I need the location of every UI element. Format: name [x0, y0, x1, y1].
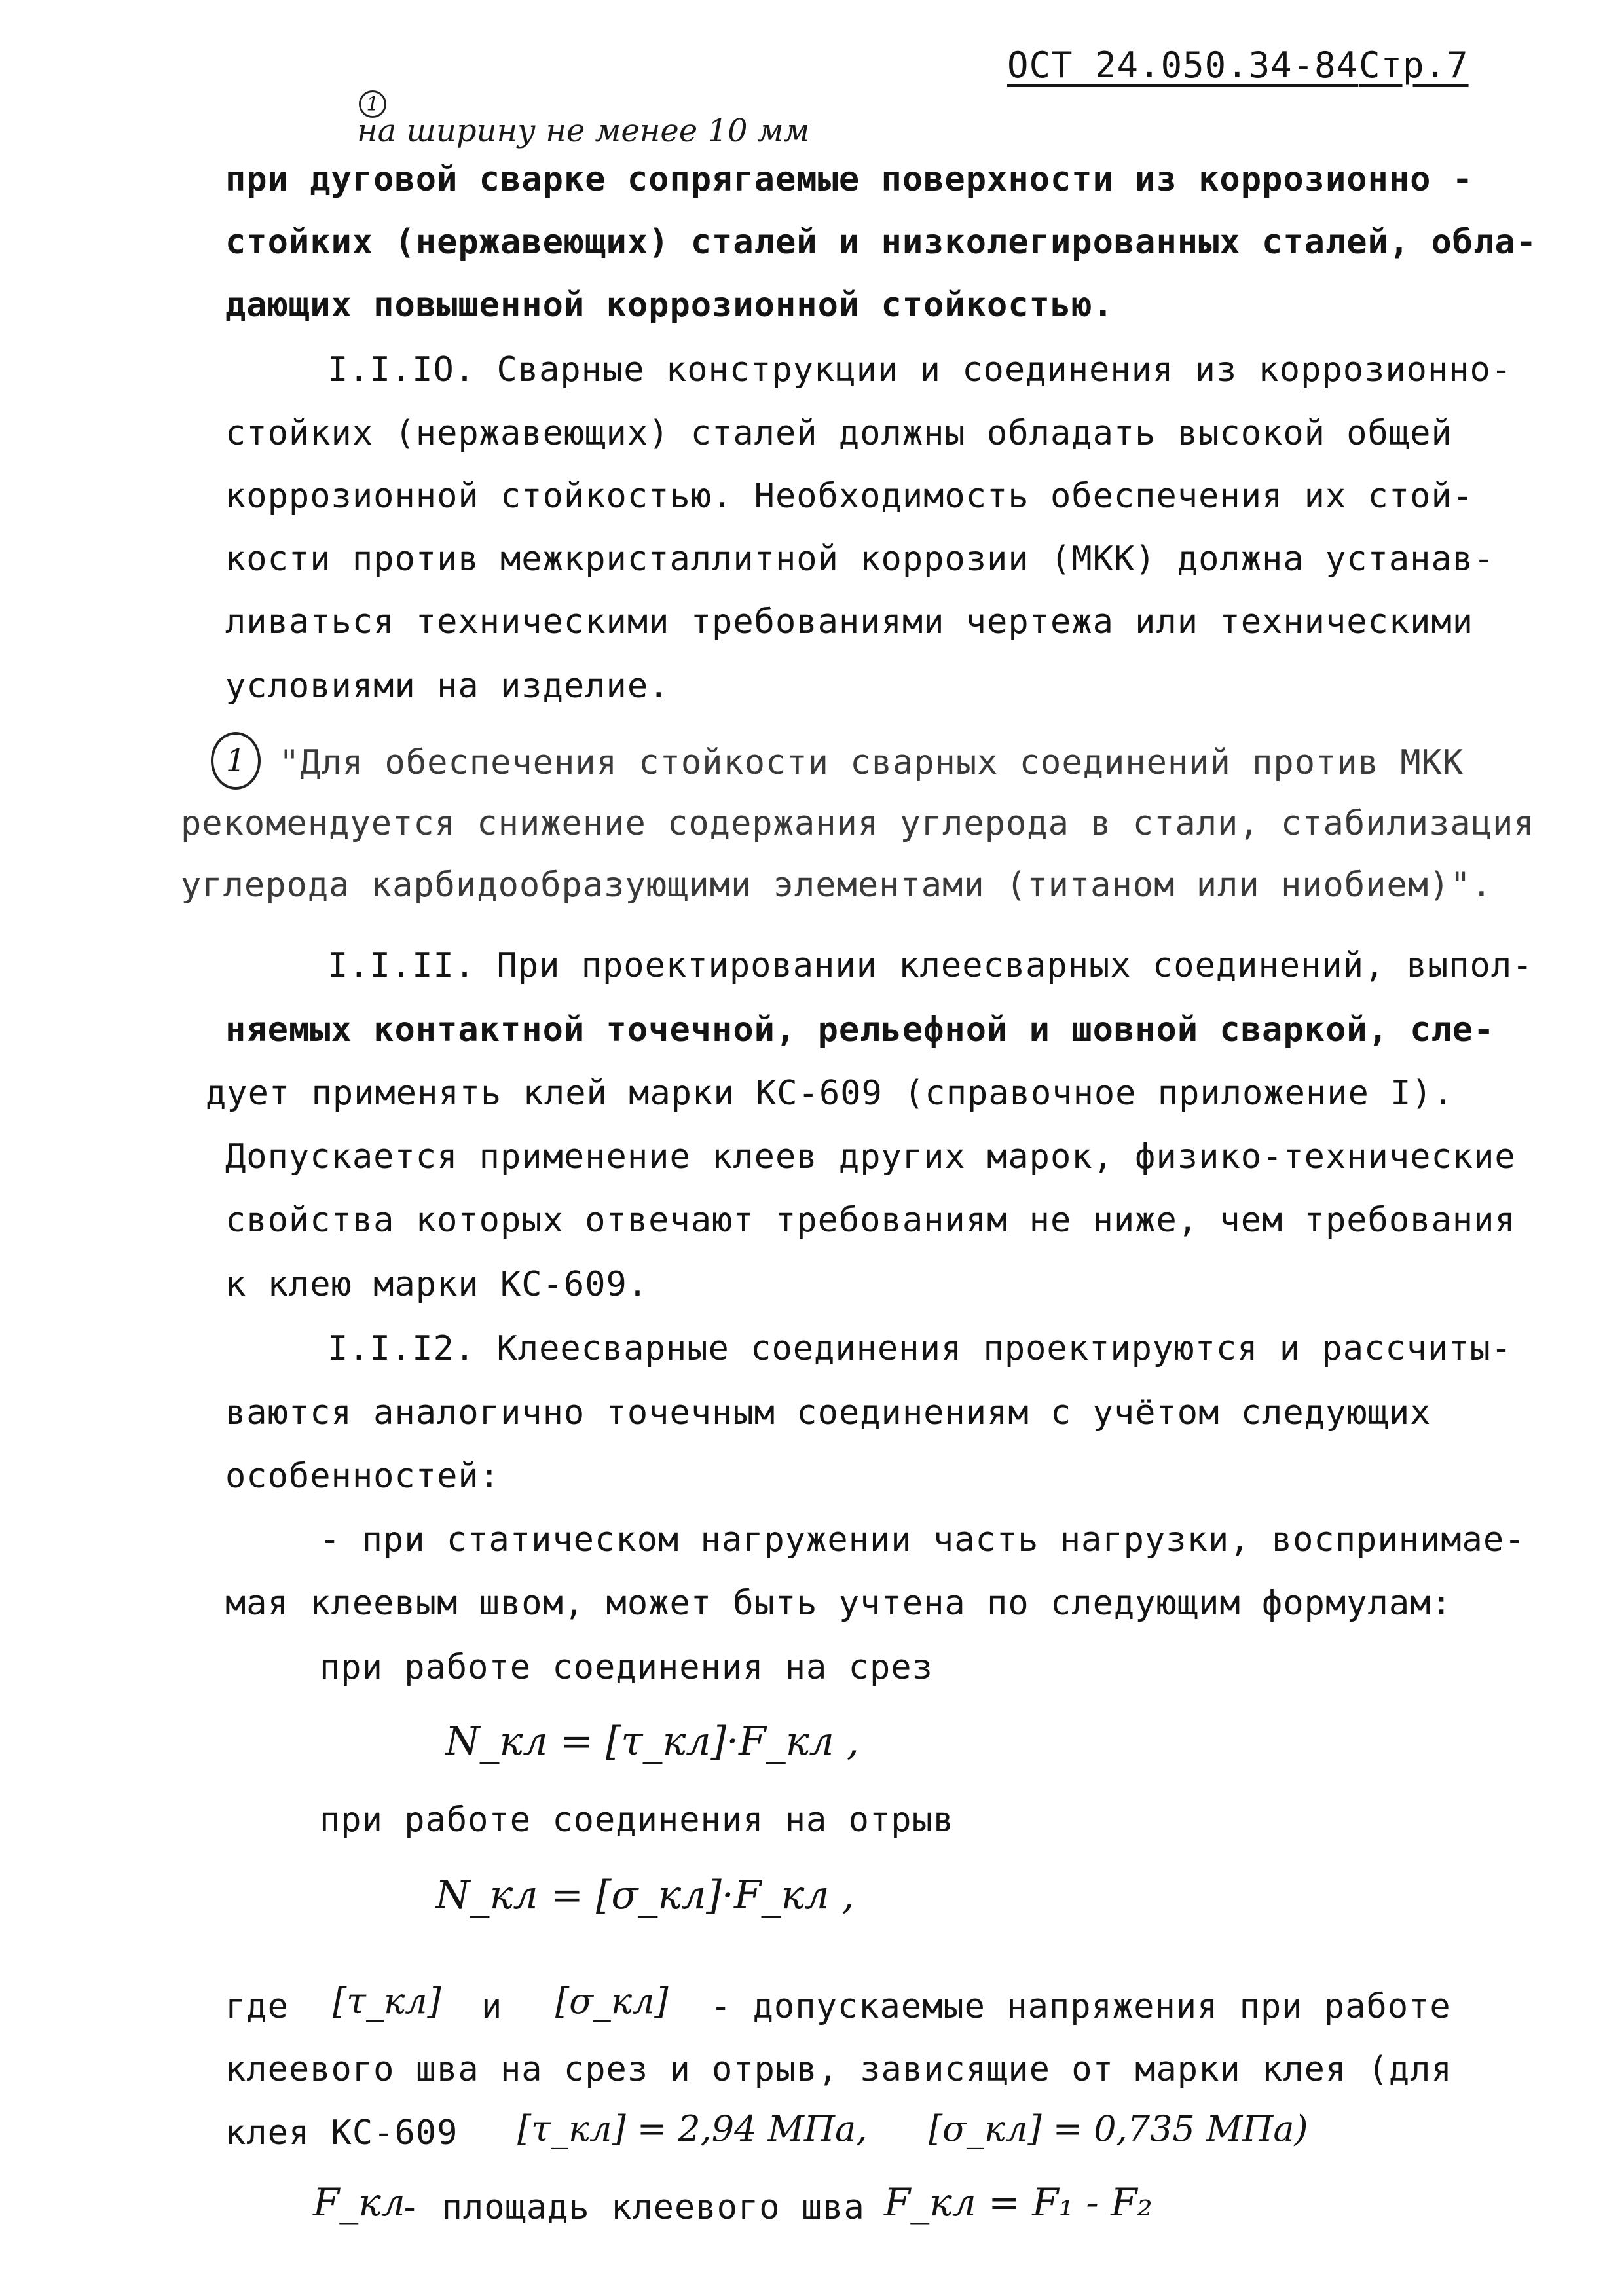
- document-code: ОСТ 24.050.34-84: [1007, 45, 1359, 86]
- area-formula: F_кл = F₁ - F₂: [884, 2180, 1153, 2225]
- text-line: мая клеевым швом, может быть учтена по следующим формулам:: [225, 1584, 1452, 1623]
- text-line: коррозионной стойкостью. Необходимость обеспечения их стой-: [225, 477, 1474, 516]
- text-line: Допускается применение клеев других марок, физико-технические: [225, 1137, 1516, 1176]
- text-line: ливаться техническими требованиями чертежа или техническими: [225, 602, 1474, 642]
- clause-1-1-12: I.I.I2. Клеесварные соединения проектируются и рассчиты-: [327, 1329, 1513, 1368]
- handwritten-note: на ширину не менее 10 мм: [357, 113, 810, 149]
- amendment-text-line: углерода карбидообразующими элементами (титаном или ниобием)".: [181, 866, 1493, 905]
- area-symbol: F_кл: [313, 2180, 405, 2225]
- sigma-symbol: [σ_кл]: [555, 1980, 669, 2022]
- text-line: к клею марки КС-609.: [225, 1265, 649, 1304]
- amendment-mark-number: 1: [225, 742, 246, 779]
- text-line: свойства которых отвечают требованиям не ниже, чем требования: [225, 1201, 1516, 1240]
- sigma-value: [σ_кл] = 0,735 МПа): [929, 2108, 1308, 2149]
- text-line: при дуговой сварке сопрягаемые поверхности из коррозионно -: [225, 160, 1474, 199]
- page-number: Стр.7: [1359, 45, 1469, 86]
- formula-shear: N_кл = [τ_кл]·F_кл ,: [445, 1719, 859, 1764]
- text-line: дует применять клей марки КС-609 (справочное приложение I).: [206, 1074, 1454, 1113]
- clause-1-1-10: I.I.IO. Сварные конструкции и соединения из коррозионно-: [327, 350, 1513, 390]
- handwritten-mark-number: 1: [366, 92, 379, 116]
- amendment-text-line: "Для обеспечения стойкости сварных соединений против МКК: [279, 743, 1464, 782]
- text-line: условиями на изделие.: [225, 666, 670, 706]
- area-text: - площадь клеевого шва: [399, 2188, 865, 2227]
- text-line: - при статическом нагружении часть нагрузки, воспринимае-: [320, 1520, 1526, 1559]
- where-text: - допускаемые напряжения при работе: [710, 1987, 1451, 2026]
- formula-tear: N_кл = [σ_кл]·F_кл ,: [435, 1872, 855, 1918]
- tau-value: [τ_кл] = 2,94 МПа,: [517, 2108, 868, 2149]
- text-line: особенностей:: [225, 1457, 500, 1496]
- text-line: ваются аналогично точечным соединениям с учётом следующих: [225, 1393, 1431, 1432]
- where-text: клеевого шва на срез и отрыв, зависящие от марки клея (для: [225, 2050, 1452, 2089]
- clause-1-1-11: I.I.II. При проектировании клеесварных соединений, выпол-: [327, 946, 1534, 985]
- tau-symbol: [τ_кл]: [333, 1980, 441, 2022]
- text-line: дающих повышенной коррозионной стойкостью.: [225, 285, 1114, 325]
- text-line: стойких (нержавеющих) сталей должны обладать высокой общей: [225, 414, 1452, 453]
- where-word: где: [225, 1987, 289, 2026]
- text-line: кости против межкристаллитной коррозии (МКК) должна устанав-: [225, 539, 1495, 579]
- and-word: и: [481, 1987, 503, 2026]
- text-line: няемых контактной точечной, рельефной и шовной сваркой, сле-: [225, 1010, 1495, 1049]
- amendment-text-line: рекомендуется снижение содержания углерода в стали, стабилизация: [181, 804, 1535, 843]
- text-line: стойких (нержавеющих) сталей и низколегированных сталей, обла-: [225, 223, 1538, 262]
- where-text: клея КС-609: [225, 2113, 458, 2153]
- text-line: при работе соединения на отрыв: [320, 1800, 955, 1840]
- text-line: при работе соединения на срез: [320, 1648, 933, 1687]
- amendment-mark-circle: [211, 732, 261, 790]
